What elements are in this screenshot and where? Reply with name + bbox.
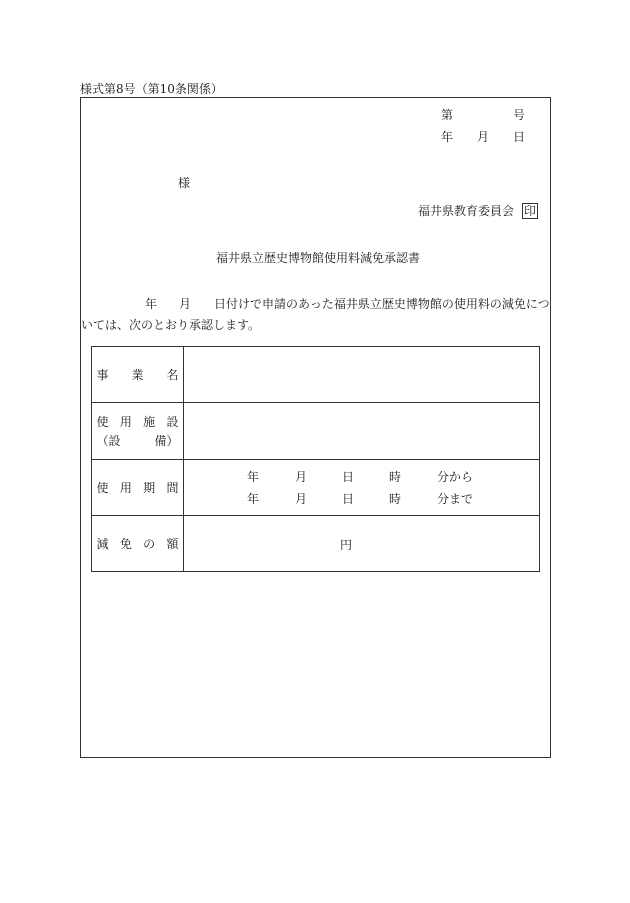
business-name-value[interactable] (184, 347, 540, 403)
period-value[interactable] (184, 460, 540, 516)
table-row (92, 460, 540, 516)
table-row (92, 347, 540, 403)
row-label-amount: 減 免 の 額 (96, 537, 179, 551)
label-cell (92, 403, 184, 460)
row-label-business-name: 事 業 名 (96, 368, 179, 382)
amount-value[interactable] (184, 516, 540, 572)
period-start: 年 月 日 時 分から (247, 469, 474, 484)
number-suffix: 号 (513, 108, 526, 122)
date-month: 月 (477, 130, 490, 144)
issuer (418, 202, 538, 219)
seal-mark: 印 (524, 204, 537, 218)
form-number-label: 様式第8号（第10条関係） (80, 82, 223, 96)
date-day: 日 (513, 130, 526, 144)
body-month: 月 (179, 297, 192, 311)
number-prefix: 第 (441, 108, 454, 122)
label-cell (92, 516, 184, 572)
details-table (91, 346, 540, 572)
label-cell (92, 460, 184, 516)
facility-value[interactable] (184, 403, 540, 460)
row-label-facility-sub: （設 備） (96, 434, 179, 448)
body-line2: いては、次のとおり承認します。 (81, 318, 261, 332)
period-end: 年 月 日 時 分まで (247, 491, 474, 506)
addressee-suffix: 様 (178, 176, 191, 190)
row-label-facility: 使 用 施 設 (96, 415, 179, 429)
label-cell (92, 347, 184, 403)
body-year: 年 (145, 297, 158, 311)
date-year: 年 (441, 130, 454, 144)
body-line1-text: 日付けで申請のあった福井県立歴史博物館の使用料の減免につ (214, 297, 550, 311)
row-label-period: 使 用 期 間 (96, 481, 179, 495)
issuer-name: 福井県教育委員会 (418, 204, 515, 218)
document-title: 福井県立歴史博物館使用料減免承認書 (216, 251, 421, 265)
table-row (92, 516, 540, 572)
form-frame (80, 97, 551, 758)
yen-unit: 円 (340, 537, 353, 552)
table-row (92, 403, 540, 460)
